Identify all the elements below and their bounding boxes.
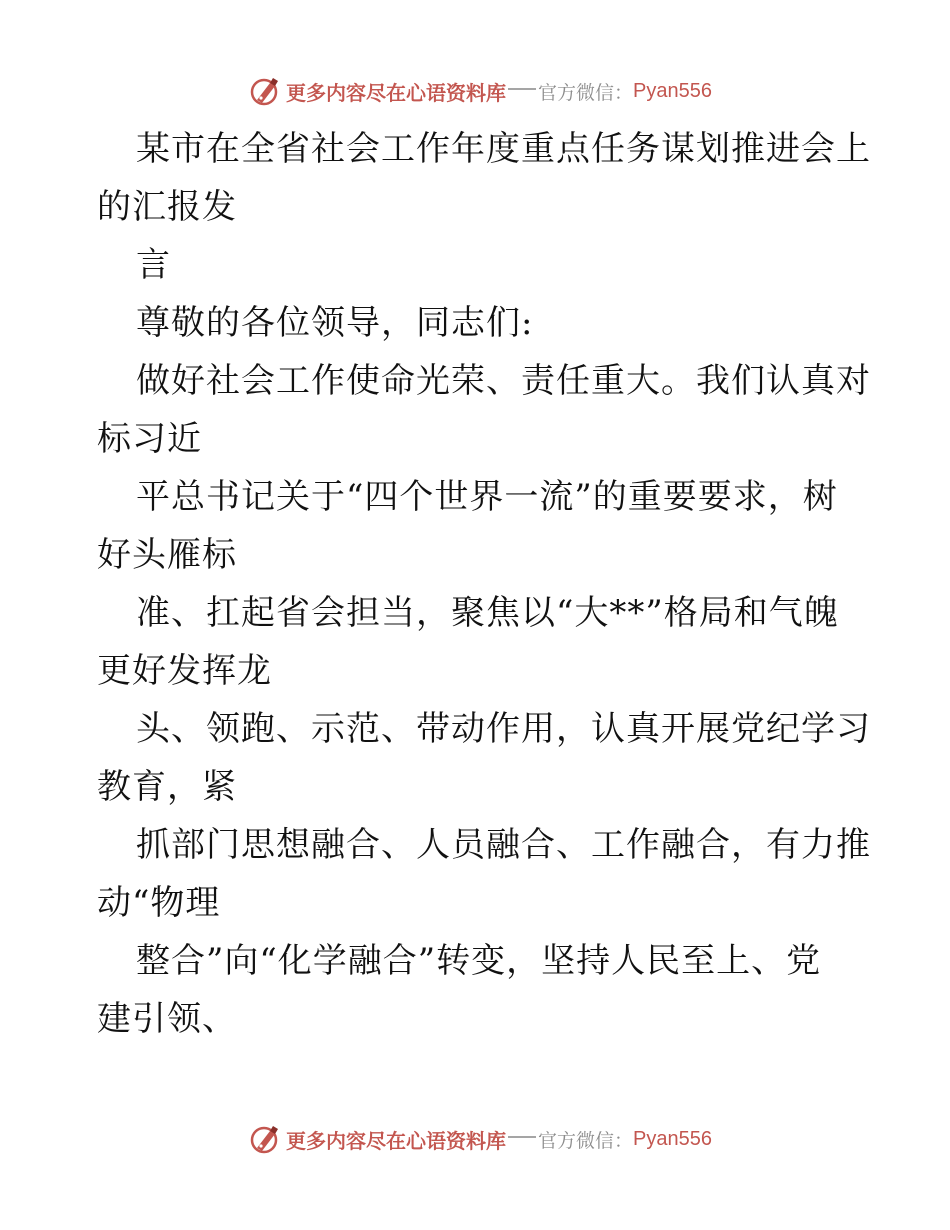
paragraph-line: 平总书记关于“四个世界一流”的重要要求，树 <box>136 477 838 517</box>
title-line-1: 某市在全省社会工作年度重点任务谋划推进会上 <box>136 129 871 169</box>
banner-content <box>248 74 712 108</box>
paragraph-line: 更好发挥龙 <box>97 651 272 691</box>
banner-title: 更多内容尽在心语资料库 <box>286 1128 506 1153</box>
banner-wechat-id: Pyan556 <box>633 1127 712 1150</box>
salutation: 尊敬的各位领导，同志们: <box>136 303 534 343</box>
paragraph-line: 整合”向“化学融合”转变，坚持人民至上、党 <box>136 941 822 981</box>
header-banner <box>0 71 950 111</box>
paragraph-line: 头、领跑、示范、带动作用，认真开展党纪学习 <box>136 709 871 749</box>
paragraph-line: 准、扛起省会担当，聚焦以“大**”格局和气魄 <box>136 593 839 633</box>
document-body <box>97 120 871 1048</box>
banner-divider <box>508 1136 536 1138</box>
banner-divider <box>508 88 536 90</box>
paragraph-line: 教育，紧 <box>97 767 237 807</box>
banner-subtitle: 官方微信： <box>538 1129 634 1152</box>
banner-content <box>248 1122 712 1156</box>
title-line-2: 的汇报发 <box>97 187 237 227</box>
paragraph-line: 做好社会工作使命光荣、责任重大。我们认真对 <box>136 361 871 401</box>
paragraph-line: 建引领、 <box>97 999 237 1039</box>
paragraph-line: 好头雁标 <box>97 535 237 575</box>
pen-logo-icon <box>248 1122 282 1156</box>
title-line-3: 言 <box>136 245 171 285</box>
banner-wechat-id: Pyan556 <box>633 79 712 102</box>
pen-logo-icon <box>248 74 282 108</box>
paragraph-line: 抓部门思想融合、人员融合、工作融合，有力推 <box>136 825 871 865</box>
paragraph-line: 标习近 <box>97 419 202 459</box>
paragraph-line: 动“物理 <box>97 883 221 923</box>
banner-subtitle: 官方微信： <box>538 81 634 104</box>
footer-banner <box>0 1119 950 1159</box>
banner-title: 更多内容尽在心语资料库 <box>286 80 506 105</box>
